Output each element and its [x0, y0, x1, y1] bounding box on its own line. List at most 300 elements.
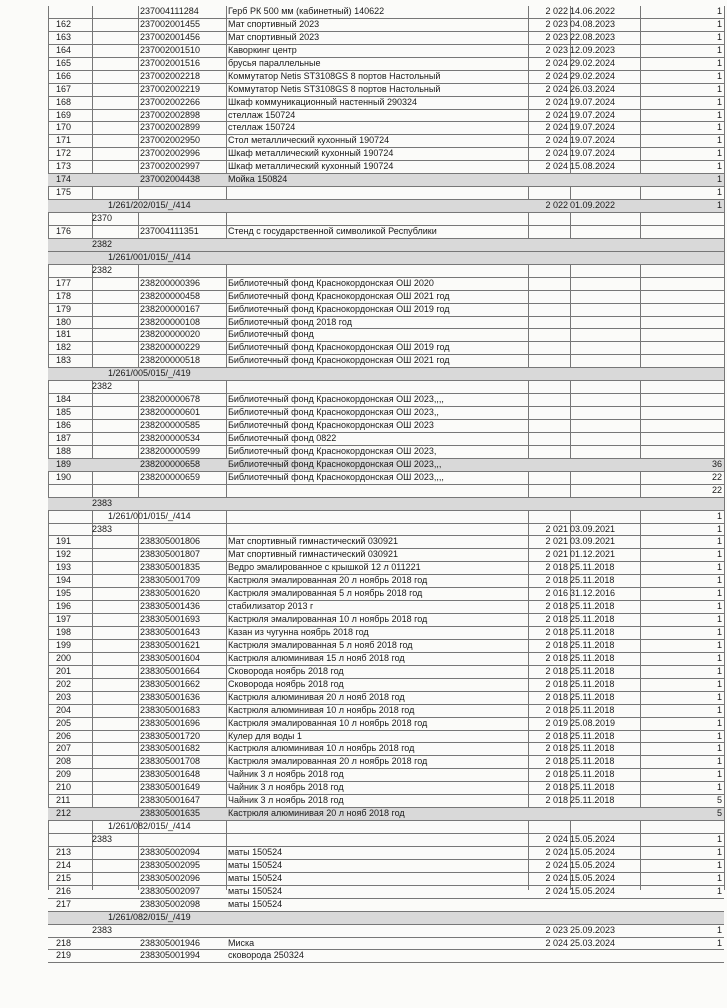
inventory-code: 238305001643 — [140, 627, 201, 637]
inventory-code: 237002001510 — [140, 44, 201, 55]
row-number: 168 — [56, 96, 72, 107]
quantity-cell: 1 — [716, 174, 722, 185]
date-cell: 19.07.2024 — [570, 109, 616, 120]
quantity-cell: 1 — [716, 148, 722, 159]
row-number: 216 — [56, 885, 72, 896]
quantity-cell: 1 — [716, 627, 722, 637]
year-cell: 2 018 — [545, 665, 568, 676]
subgroup-row — [48, 239, 724, 252]
date-cell: 25.11.2018 — [570, 730, 615, 741]
item-name: Кастрюля эмалированная 20 л ноябрь 2018 год — [228, 756, 428, 767]
row-number: 192 — [56, 549, 72, 560]
table-row — [48, 342, 724, 355]
inventory-code: 238305002098 — [140, 898, 201, 909]
inventory-code: 237002002218 — [140, 70, 201, 81]
table-row — [48, 718, 724, 731]
account-group-row — [48, 912, 724, 925]
year-cell: 2 018 — [545, 678, 568, 689]
quantity-cell: 5 — [716, 795, 722, 806]
date-cell: 25.08.2019 — [570, 717, 616, 728]
item-name: маты 150524 — [228, 846, 283, 857]
subgroup-code-label: 2383 — [92, 497, 113, 508]
date-cell: 25.11.2018 — [570, 769, 615, 780]
quantity-cell: 22 — [711, 471, 722, 482]
quantity-cell: 1 — [716, 652, 722, 663]
subgroup-code-label: 2370 — [92, 213, 113, 223]
date-cell: 14.06.2022 — [570, 6, 616, 16]
row-number: 199 — [56, 639, 72, 650]
quantity-cell: 1 — [716, 44, 722, 55]
quantity-cell: 1 — [716, 135, 722, 146]
quantity-cell: 1 — [716, 83, 722, 94]
quantity-cell: 1 — [716, 6, 722, 16]
row-number: 172 — [56, 148, 72, 159]
item-name: Стол металлический кухонный 190724 — [228, 135, 390, 146]
year-cell: 2 018 — [545, 756, 568, 767]
date-cell: 22.08.2023 — [570, 31, 616, 42]
item-name: Казан из чугунна ноябрь 2018 год — [228, 627, 369, 637]
row-number: 189 — [56, 458, 72, 469]
row-number: 212 — [56, 808, 72, 819]
item-name: маты 150524 — [228, 885, 283, 896]
inventory-code: 238305001662 — [140, 678, 201, 689]
item-name: стеллаж 150724 — [228, 122, 296, 133]
subgroup-code-label: 2383 — [92, 523, 113, 534]
year-cell: 2 021 — [545, 536, 568, 547]
table-row — [48, 71, 724, 84]
row-number: 214 — [56, 859, 72, 870]
date-cell: 01.12.2021 — [570, 549, 616, 560]
quantity-cell: 1 — [716, 639, 722, 650]
year-cell: 2 023 — [545, 31, 568, 42]
date-cell: 25.11.2018 — [570, 562, 615, 573]
row-number: 219 — [56, 950, 72, 961]
date-cell: 15.08.2024 — [570, 161, 616, 172]
item-name: Кастрюля эмалированная 5 л нояб 2018 год — [228, 639, 413, 650]
quantity-cell: 5 — [716, 808, 722, 819]
date-cell: 15.05.2024 — [570, 859, 616, 870]
quantity-cell: 1 — [716, 601, 722, 612]
year-cell: 2 018 — [545, 769, 568, 780]
table-row — [48, 148, 724, 161]
quantity-cell: 1 — [716, 717, 722, 728]
year-cell: 2 022 — [545, 200, 568, 211]
year-cell: 2 018 — [545, 562, 568, 573]
table-row — [48, 601, 724, 614]
table-row — [48, 433, 724, 446]
table-row — [48, 873, 724, 886]
date-cell: 29.02.2024 — [570, 70, 616, 81]
quantity-cell: 1 — [716, 96, 722, 107]
item-name: Шкаф металлический кухонный 190724 — [228, 161, 394, 172]
table-row — [48, 420, 724, 433]
item-name: Библиотечный фонд Краснокордонская ОШ 2021 год — [228, 355, 450, 366]
year-cell: 2 024 — [545, 96, 568, 107]
year-cell: 2 018 — [545, 614, 568, 625]
item-name: Ведро эмалированное с крышкой 12 л 011221 — [228, 562, 421, 573]
year-cell: 2 024 — [545, 83, 568, 94]
date-cell: 15.05.2024 — [570, 846, 616, 857]
inventory-code: 237002002219 — [140, 83, 201, 94]
date-cell: 25.03.2024 — [570, 937, 616, 948]
row-number: 204 — [56, 704, 72, 715]
item-name: Миска — [228, 937, 255, 948]
quantity-cell: 1 — [716, 678, 722, 689]
inventory-table — [48, 6, 724, 961]
quantity-cell: 1 — [716, 730, 722, 741]
quantity-cell: 1 — [716, 562, 722, 573]
inventory-code: 238200000518 — [140, 355, 201, 366]
item-name: Мат спортивный 2023 — [228, 31, 320, 42]
inventory-code: 237002002898 — [140, 109, 201, 120]
quantity-cell: 1 — [716, 200, 722, 211]
row-number: 182 — [56, 342, 72, 353]
table-row — [48, 45, 724, 58]
year-cell: 2 018 — [545, 704, 568, 715]
inventory-code: 238305001620 — [140, 588, 201, 599]
row-number: 218 — [56, 937, 72, 948]
table-row — [48, 355, 724, 368]
quantity-cell: 1 — [716, 704, 722, 715]
table-row — [48, 653, 724, 666]
row-number: 178 — [56, 290, 72, 301]
quantity-cell: 1 — [716, 834, 722, 844]
table-row — [48, 575, 724, 588]
quantity-cell: 1 — [716, 872, 722, 883]
inventory-code: 238305002094 — [140, 846, 201, 857]
account-group-row — [48, 821, 724, 834]
row-number: 198 — [56, 627, 72, 637]
item-name: Кастрюля эмалированная 20 л ноябрь 2018 год — [228, 575, 428, 586]
inventory-code: 238305001708 — [140, 756, 201, 767]
item-name: Коммутатор Netis ST3108GS 8 портов Настольный — [228, 70, 441, 81]
table-row — [48, 446, 724, 459]
row-number: 209 — [56, 769, 72, 780]
year-cell: 2 024 — [545, 70, 568, 81]
quantity-cell: 1 — [716, 161, 722, 172]
account-group-row — [48, 200, 724, 213]
table-row — [48, 640, 724, 653]
table-row — [48, 549, 724, 562]
inventory-code: 238200000396 — [140, 277, 201, 288]
year-cell: 2 021 — [545, 549, 568, 560]
inventory-code: 237002002266 — [140, 96, 201, 107]
inventory-code: 238305002096 — [140, 872, 201, 883]
table-row — [48, 666, 724, 679]
date-cell: 25.11.2018 — [570, 704, 615, 715]
inventory-code: 237002002899 — [140, 122, 201, 133]
row-number: 208 — [56, 756, 72, 767]
year-cell: 2 024 — [545, 161, 568, 172]
table-row — [48, 485, 724, 498]
table-row — [48, 407, 724, 420]
table-row — [48, 84, 724, 97]
inventory-code: 237002004438 — [140, 174, 201, 185]
row-number: 183 — [56, 355, 72, 366]
inventory-code: 237002001456 — [140, 31, 201, 42]
subgroup-row — [48, 834, 724, 847]
group-account-label: 1/261/001/015/_/414 — [108, 510, 191, 521]
table-row — [48, 135, 724, 148]
quantity-cell: 1 — [716, 937, 722, 948]
quantity-cell: 36 — [711, 458, 722, 469]
quantity-cell: 1 — [716, 523, 722, 534]
year-cell: 2 018 — [545, 639, 568, 650]
row-number: 190 — [56, 471, 72, 482]
row-number: 213 — [56, 846, 72, 857]
quantity-cell: 1 — [716, 536, 722, 547]
table-row — [48, 291, 724, 304]
year-cell: 2 024 — [545, 148, 568, 159]
table-row — [48, 58, 724, 71]
row-number: 207 — [56, 743, 72, 754]
date-cell: 19.07.2024 — [570, 122, 616, 133]
row-number: 201 — [56, 665, 72, 676]
quantity-cell: 1 — [716, 769, 722, 780]
item-name: Кастрюля алюминивая 20 л нояб 2018 год — [228, 691, 405, 702]
table-row — [48, 692, 724, 705]
item-name: Чайник 3 л ноябрь 2018 год — [228, 795, 344, 806]
quantity-cell: 1 — [716, 575, 722, 586]
table-row — [48, 614, 724, 627]
date-cell: 19.07.2024 — [570, 135, 616, 146]
inventory-code: 238305001994 — [140, 950, 201, 961]
date-cell: 25.11.2018 — [570, 795, 615, 806]
year-cell: 2 024 — [545, 834, 568, 844]
table-row — [48, 627, 724, 640]
inventory-code: 238305001946 — [140, 937, 201, 948]
table-row — [48, 743, 724, 756]
inventory-code: 238200000659 — [140, 471, 201, 482]
subgroup-code-label: 2383 — [92, 834, 113, 844]
quantity-cell: 1 — [716, 665, 722, 676]
inventory-code: 238200000599 — [140, 445, 201, 456]
date-cell: 25.11.2018 — [570, 756, 615, 767]
inventory-code: 237004111284 — [140, 6, 199, 16]
subgroup-code-label: 2382 — [92, 381, 113, 392]
table-row — [48, 847, 724, 860]
item-name: Кастрюля эмалированная 10 л ноябрь 2018 год — [228, 614, 428, 625]
date-cell: 19.07.2024 — [570, 96, 616, 107]
table-row — [48, 536, 724, 549]
group-account-label: 1/261/082/015/_/414 — [108, 821, 191, 832]
table-row — [48, 97, 724, 110]
date-cell: 25.11.2018 — [570, 743, 615, 754]
quantity-cell: 1 — [716, 510, 722, 521]
account-group-row — [48, 368, 724, 381]
inventory-code: 238305001709 — [140, 575, 201, 586]
inventory-code: 238305001649 — [140, 782, 201, 793]
item-name: Библиотечный фонд Краснокордонская ОШ 2023, — [228, 445, 437, 456]
inventory-code: 238305001693 — [140, 614, 201, 625]
year-cell: 2 024 — [545, 846, 568, 857]
inventory-code: 238200000678 — [140, 394, 201, 405]
table-row — [48, 329, 724, 342]
item-name: Шкаф металлический кухонный 190724 — [228, 148, 394, 159]
item-name: Библиотечный фонд Краснокордонская ОШ 2023 — [228, 420, 434, 430]
date-cell: 25.09.2023 — [570, 924, 616, 935]
item-name: брусья параллельные — [228, 57, 321, 68]
quantity-cell: 1 — [716, 18, 722, 29]
date-cell: 03.09.2021 — [570, 536, 616, 547]
year-cell: 2 018 — [545, 627, 568, 637]
table-row — [48, 317, 724, 330]
subgroup-row — [48, 925, 724, 938]
item-name: стабилизатор 2013 г — [228, 601, 314, 612]
row-number: 163 — [56, 31, 72, 42]
inventory-code: 238200000229 — [140, 342, 201, 353]
year-cell: 2 018 — [545, 782, 568, 793]
year-cell: 2 024 — [545, 885, 568, 896]
inventory-code: 238305001647 — [140, 795, 201, 806]
year-cell: 2 018 — [545, 795, 568, 806]
inventory-code: 238305001683 — [140, 704, 201, 715]
date-cell: 25.11.2018 — [570, 652, 615, 663]
inventory-code: 237002002997 — [140, 161, 201, 172]
date-cell: 25.11.2018 — [570, 639, 615, 650]
row-number: 196 — [56, 601, 72, 612]
row-number: 184 — [56, 394, 72, 405]
row-number: 188 — [56, 445, 72, 456]
inventory-code: 238305001648 — [140, 769, 201, 780]
item-name: Кулер для воды 1 — [228, 730, 302, 741]
inventory-code: 238305001696 — [140, 717, 201, 728]
year-cell: 2 023 — [545, 924, 568, 935]
date-cell: 25.11.2018 — [570, 575, 615, 586]
inventory-code: 238200000534 — [140, 432, 201, 443]
quantity-cell: 1 — [716, 924, 722, 935]
item-name: Мойка 150824 — [228, 174, 288, 185]
item-name: Кастрюля алюминивая 10 л ноябрь 2018 год — [228, 743, 415, 754]
row-number: 193 — [56, 562, 72, 573]
item-name: Мат спортивный 2023 — [228, 18, 320, 29]
date-cell: 25.11.2018 — [570, 678, 615, 689]
item-name: Библиотечный фонд — [228, 329, 314, 340]
table-row — [48, 161, 724, 174]
table-row — [48, 187, 724, 200]
table-row — [48, 950, 724, 963]
date-cell: 25.11.2018 — [570, 614, 615, 625]
year-cell: 2 016 — [545, 588, 568, 599]
account-group-row — [48, 511, 724, 524]
year-cell: 2 018 — [545, 691, 568, 702]
item-name: Сковорода ноябрь 2018 год — [228, 678, 344, 689]
inventory-code: 238305002095 — [140, 859, 201, 870]
date-cell: 03.09.2021 — [570, 523, 616, 534]
row-number: 171 — [56, 135, 72, 146]
item-name: маты 150524 — [228, 872, 283, 883]
table-row — [48, 808, 724, 821]
row-number: 165 — [56, 57, 72, 68]
quantity-cell: 1 — [716, 57, 722, 68]
row-number: 167 — [56, 83, 72, 94]
item-name: Библиотечный фонд Краснокордонская ОШ 2023,,,, — [228, 471, 444, 482]
row-number: 174 — [56, 174, 72, 185]
inventory-code: 238305001835 — [140, 562, 201, 573]
table-row — [48, 731, 724, 744]
item-name: Библиотечный фонд Краснокордонская ОШ 2023,, — [228, 407, 439, 418]
quantity-cell: 22 — [711, 484, 722, 495]
date-cell: 04.08.2023 — [570, 18, 616, 29]
row-number: 179 — [56, 303, 72, 314]
row-number: 186 — [56, 420, 72, 430]
quantity-cell: 1 — [716, 70, 722, 81]
quantity-cell: 1 — [716, 31, 722, 42]
subgroup-code-label: 2383 — [92, 924, 113, 935]
inventory-code: 238305001807 — [140, 549, 201, 560]
group-account-label: 1/261/001/015/_/414 — [108, 251, 191, 262]
item-name: Библиотечный фонд 0822 — [228, 432, 337, 443]
table-row — [48, 860, 724, 873]
table-row — [48, 795, 724, 808]
item-name: Библиотечный фонд Краснокордонская ОШ 2019 год — [228, 342, 450, 353]
item-name: сковорода 250324 — [228, 950, 304, 961]
item-name: Стенд с государственной символикой Республики — [228, 225, 437, 236]
date-cell: 29.02.2024 — [570, 57, 616, 68]
row-number: 200 — [56, 652, 72, 663]
table-row — [48, 110, 724, 123]
inventory-code: 238305001621 — [140, 639, 201, 650]
row-number: 191 — [56, 536, 72, 547]
row-number: 162 — [56, 18, 72, 29]
table-row — [48, 304, 724, 317]
inventory-code: 238305001436 — [140, 601, 201, 612]
row-number: 177 — [56, 277, 72, 288]
date-cell: 25.11.2018 — [570, 627, 615, 637]
item-name: Кастрюля алюминивая 15 л нояб 2018 год — [228, 652, 405, 663]
year-cell: 2 023 — [545, 44, 568, 55]
table-row — [48, 6, 724, 19]
table-row — [48, 705, 724, 718]
item-name: Шкаф коммуникационный настенный 290324 — [228, 96, 418, 107]
date-cell: 12.09.2023 — [570, 44, 616, 55]
row-number: 203 — [56, 691, 72, 702]
row-number: 210 — [56, 782, 72, 793]
group-account-label: 1/261/202/015/_/414 — [108, 200, 191, 211]
row-number: 181 — [56, 329, 72, 340]
item-name: Мат спортивный гимнастический 030921 — [228, 536, 398, 547]
date-cell: 25.11.2018 — [570, 691, 615, 702]
row-number: 211 — [56, 795, 71, 806]
year-cell: 2 019 — [545, 717, 568, 728]
date-cell: 25.11.2018 — [570, 665, 615, 676]
row-number: 215 — [56, 872, 72, 883]
item-name: Библиотечный фонд Краснокордонская ОШ 2023,,, — [228, 458, 442, 469]
quantity-cell: 1 — [716, 756, 722, 767]
item-name: Мат спортивный гимнастический 030921 — [228, 549, 398, 560]
item-name: Каворкинг центр — [228, 44, 297, 55]
table-row — [48, 562, 724, 575]
date-cell: 26.03.2024 — [570, 83, 616, 94]
row-number: 195 — [56, 588, 72, 599]
item-name: Библиотечный фонд Краснокордонская ОШ 2021 год — [228, 290, 450, 301]
inventory-code: 237002002996 — [140, 148, 201, 159]
year-cell: 2 024 — [545, 135, 568, 146]
inventory-code: 238305001636 — [140, 691, 201, 702]
quantity-cell: 1 — [716, 782, 722, 793]
account-group-row — [48, 252, 724, 265]
item-name: Коммутатор Netis ST3108GS 8 портов Настольный — [228, 83, 441, 94]
year-cell: 2 024 — [545, 859, 568, 870]
subgroup-row — [48, 524, 724, 537]
table-row — [48, 394, 724, 407]
quantity-cell: 1 — [716, 588, 722, 599]
date-cell: 25.11.2018 — [570, 601, 615, 612]
inventory-code: 238305001720 — [140, 730, 201, 741]
inventory-code: 238305001806 — [140, 536, 201, 547]
row-number: 206 — [56, 730, 72, 741]
group-account-label: 1/261/082/015/_/419 — [108, 911, 191, 922]
